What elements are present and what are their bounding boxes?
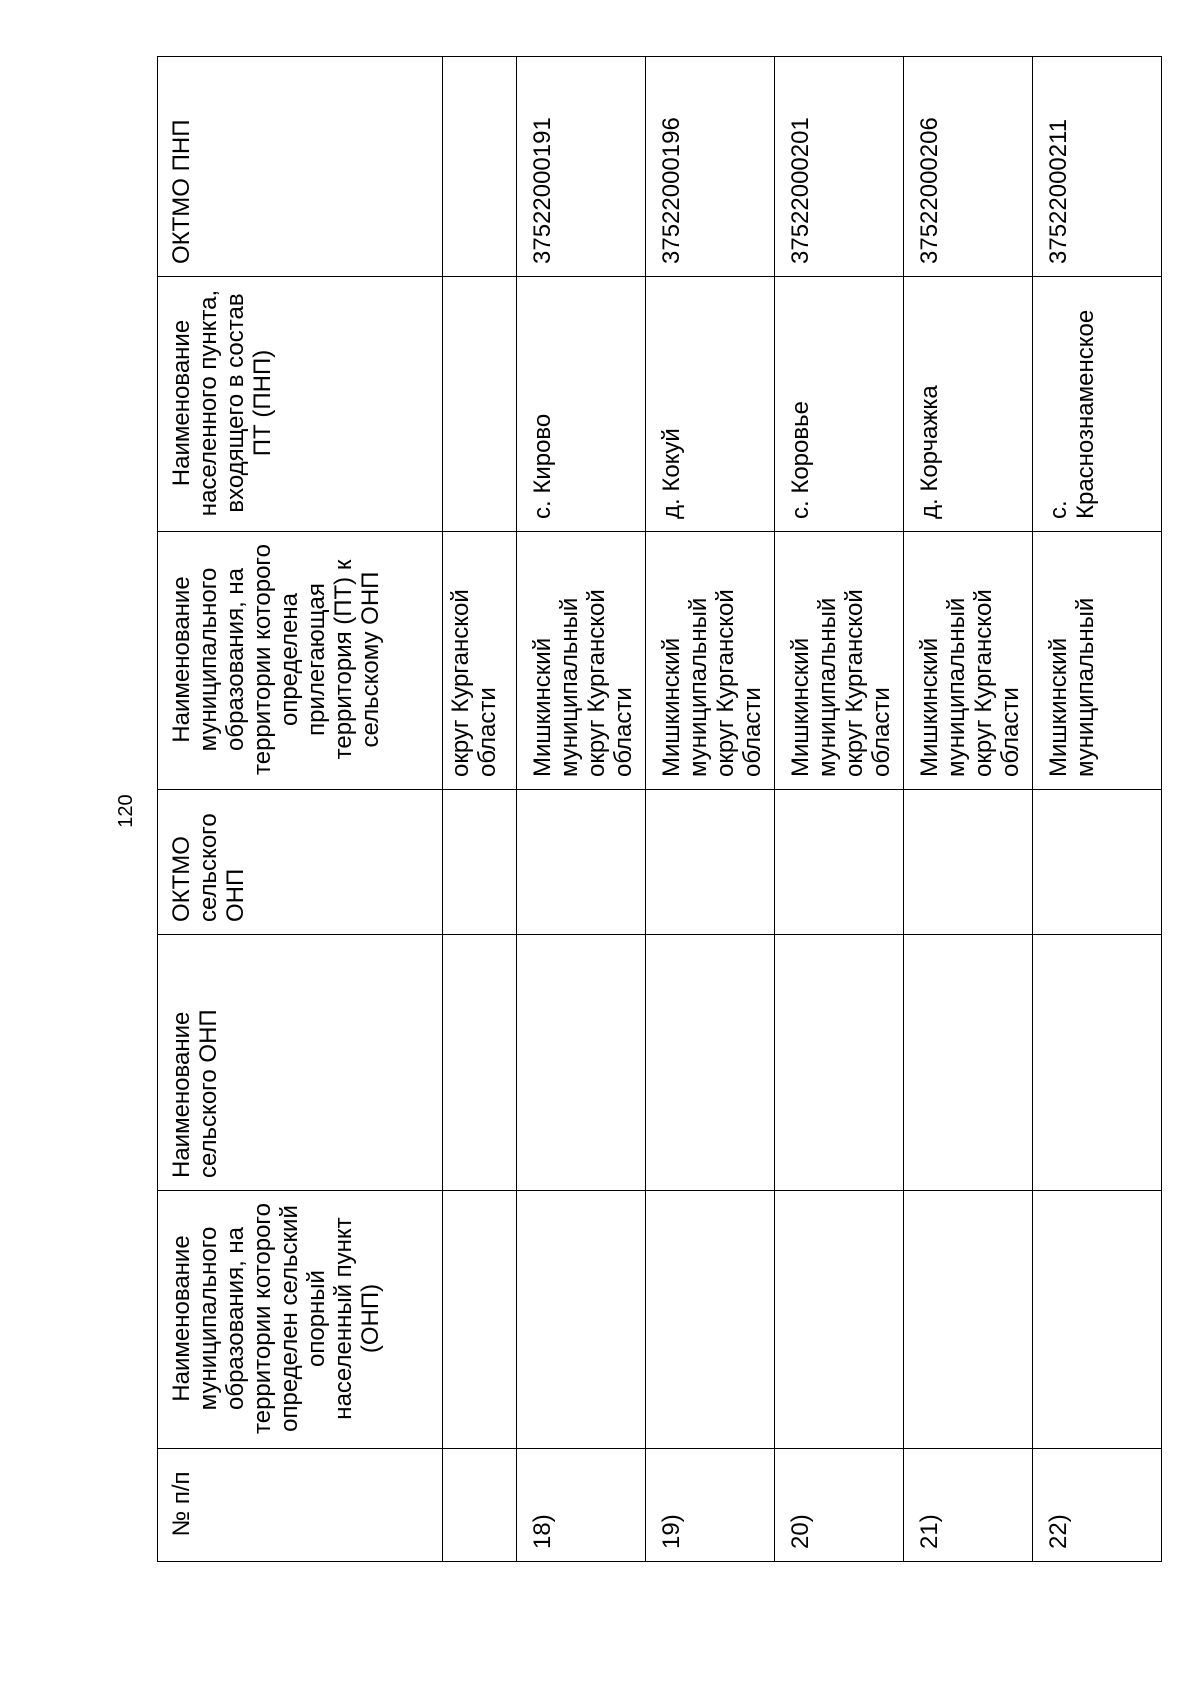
table-row bbox=[1033, 57, 1162, 1562]
cell-mo-onp bbox=[904, 1191, 1033, 1449]
header-onp-oktmo: ОКТМО сельского ОНП bbox=[158, 790, 443, 935]
table-row bbox=[646, 57, 775, 1562]
cell-mo-onp bbox=[443, 1191, 517, 1449]
page-number-text: 120 bbox=[115, 794, 137, 828]
header-mo-pt: Наименование муниципального образования, на территории которого определена прилегающая территория (ПТ) к сельскому ОНП bbox=[158, 532, 443, 790]
cell-onp-name bbox=[646, 935, 775, 1191]
cell-pnp-oktmo bbox=[443, 57, 517, 277]
cell-pnp-name bbox=[443, 277, 517, 532]
header-number: № п/п bbox=[158, 1449, 443, 1562]
header-onp-name: Наименование сельского ОНП bbox=[158, 935, 443, 1191]
cell-onp-oktmo bbox=[904, 790, 1033, 935]
cell-mo-pt: Мишкинский муниципальный округ Курганской области bbox=[646, 532, 775, 790]
cell-onp-oktmo bbox=[443, 790, 517, 935]
cell-mo-pt: Мишкинский муниципальный округ Курганской области bbox=[904, 532, 1033, 790]
cell-number: 18) bbox=[517, 1449, 646, 1562]
cell-number bbox=[443, 1449, 517, 1562]
page-number bbox=[116, 785, 136, 837]
cell-pnp-name: д. Корчажка bbox=[904, 277, 1033, 532]
settlements-table bbox=[157, 56, 1162, 1562]
cell-pnp-oktmo: 37522000206 bbox=[904, 57, 1033, 277]
header-mo-onp: Наименование муниципального образования, на территории которого определен сельский опорный населенный пункт (ОНП) bbox=[158, 1191, 443, 1449]
cell-onp-oktmo bbox=[646, 790, 775, 935]
cell-onp-oktmo bbox=[517, 790, 646, 935]
cell-onp-name bbox=[443, 935, 517, 1191]
cell-mo-pt: Мишкинский муниципальный bbox=[1033, 532, 1162, 790]
header-pnp-name: Наименование населенного пункта, входящего в состав ПТ (ПНП) bbox=[158, 277, 443, 532]
cell-onp-name bbox=[517, 935, 646, 1191]
cell-mo-onp bbox=[1033, 1191, 1162, 1449]
cell-pnp-oktmo: 37522000211 bbox=[1033, 57, 1162, 277]
cell-onp-oktmo bbox=[1033, 790, 1162, 935]
cell-number: 21) bbox=[904, 1449, 1033, 1562]
cell-pnp-oktmo: 37522000191 bbox=[517, 57, 646, 277]
cell-onp-name bbox=[775, 935, 904, 1191]
table-row bbox=[517, 57, 646, 1562]
table-header-row bbox=[158, 57, 443, 1562]
cell-onp-oktmo bbox=[775, 790, 904, 935]
cell-number: 19) bbox=[646, 1449, 775, 1562]
cell-number: 20) bbox=[775, 1449, 904, 1562]
cell-mo-pt: округ Курганской области bbox=[443, 532, 517, 790]
cell-pnp-name: с. Краснознаменское bbox=[1033, 277, 1162, 532]
cell-number: 22) bbox=[1033, 1449, 1162, 1562]
table-row bbox=[904, 57, 1033, 1562]
cell-mo-onp bbox=[646, 1191, 775, 1449]
table-row bbox=[775, 57, 904, 1562]
cell-pnp-name: д. Кокуй bbox=[646, 277, 775, 532]
rotated-table-frame bbox=[157, 57, 1120, 1562]
cell-pnp-oktmo: 37522000201 bbox=[775, 57, 904, 277]
header-pnp-oktmo: ОКТМО ПНП bbox=[158, 57, 443, 277]
cell-mo-pt: Мишкинский муниципальный округ Курганской области bbox=[775, 532, 904, 790]
cell-mo-onp bbox=[775, 1191, 904, 1449]
cell-mo-pt: Мишкинский муниципальный округ Курганской области bbox=[517, 532, 646, 790]
cell-onp-name bbox=[904, 935, 1033, 1191]
table-row bbox=[443, 57, 517, 1562]
table-container bbox=[157, 57, 1120, 1562]
cell-mo-onp bbox=[517, 1191, 646, 1449]
cell-pnp-name: с. Кирово bbox=[517, 277, 646, 532]
cell-pnp-name: с. Коровье bbox=[775, 277, 904, 532]
cell-onp-name bbox=[1033, 935, 1162, 1191]
cell-pnp-oktmo: 37522000196 bbox=[646, 57, 775, 277]
